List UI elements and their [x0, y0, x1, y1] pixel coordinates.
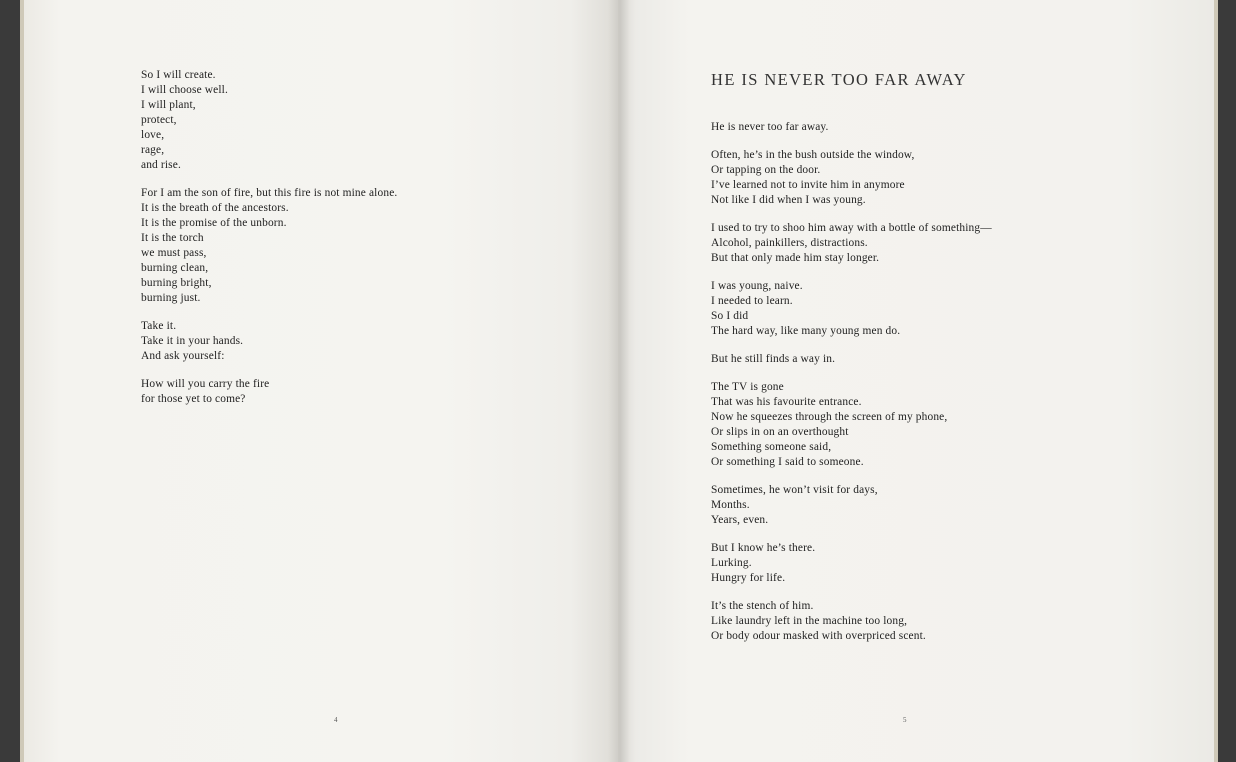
- stanza: [711, 279, 992, 339]
- poem-line: It is the torch: [141, 232, 204, 244]
- poem-line: Alcohol, painkillers, distractions.: [711, 237, 868, 249]
- poem-line: He is never too far away.: [711, 121, 829, 133]
- left-poem-text: [141, 68, 397, 420]
- poem-line: The TV is gone: [711, 381, 784, 393]
- stanza: [141, 68, 397, 173]
- poem-line: burning clean,: [141, 262, 209, 274]
- poem-line: I will plant,: [141, 99, 196, 111]
- poem-line: For I am the son of fire, but this fire is not mine alone.: [141, 187, 398, 199]
- poem-line: I will choose well.: [141, 84, 228, 96]
- poem-line: I used to try to shoo him away with a bottle of something—: [711, 222, 992, 234]
- stanza: [711, 599, 992, 644]
- poem-line: But I know he’s there.: [711, 542, 816, 554]
- stanza: [711, 148, 992, 208]
- poem-line: It is the breath of the ancestors.: [141, 202, 289, 214]
- poem-line: Or something I said to someone.: [711, 456, 864, 468]
- poem-line: Years, even.: [711, 514, 769, 526]
- poem-title: HE IS NEVER TOO FAR AWAY: [711, 70, 967, 89]
- poem-line: Like laundry left in the machine too long,: [711, 615, 908, 627]
- poem-line: Or tapping on the door.: [711, 164, 821, 176]
- poem-line: love,: [141, 129, 165, 141]
- left-page: [24, 0, 618, 762]
- poem-line: The hard way, like many young men do.: [711, 325, 901, 337]
- poem-line: Often, he’s in the bush outside the window,: [711, 149, 915, 161]
- poem-line: I’ve learned not to invite him in anymore: [711, 179, 905, 191]
- poem-line: we must pass,: [141, 247, 207, 259]
- stanza: [711, 352, 992, 367]
- poem-line: How will you carry the fire: [141, 378, 270, 390]
- poem-line: Or slips in on an overthought: [711, 426, 849, 438]
- poem-line: It’s the stench of him.: [711, 600, 814, 612]
- stanza: [141, 377, 397, 407]
- poem-line: So I did: [711, 310, 749, 322]
- poem-line: Take it in your hands.: [141, 335, 244, 347]
- right-page: [618, 0, 1214, 762]
- poem-line: That was his favourite entrance.: [711, 396, 862, 408]
- poem-line: burning just.: [141, 292, 201, 304]
- poem-line: Something someone said,: [711, 441, 832, 453]
- poem-line: I was young, naive.: [711, 280, 803, 292]
- poem-line: Take it.: [141, 320, 177, 332]
- poem-line: protect,: [141, 114, 177, 126]
- poem-line: I needed to learn.: [711, 295, 793, 307]
- poem-line: Not like I did when I was young.: [711, 194, 866, 206]
- poem-line: But that only made him stay longer.: [711, 252, 880, 264]
- poem-line: and rise.: [141, 159, 181, 171]
- poem-line: burning bright,: [141, 277, 212, 289]
- stanza: [711, 380, 992, 470]
- poem-line: for those yet to come?: [141, 393, 246, 405]
- poem-line: Or body odour masked with overpriced scent.: [711, 630, 926, 642]
- stanza: [711, 221, 992, 266]
- poem-line: Months.: [711, 499, 750, 511]
- right-poem-text: [711, 120, 992, 657]
- poem-line: Now he squeezes through the screen of my phone,: [711, 411, 948, 423]
- stanza: [711, 120, 992, 135]
- poem-line: Lurking.: [711, 557, 752, 569]
- poem-line: So I will create.: [141, 69, 216, 81]
- poem-line: rage,: [141, 144, 165, 156]
- poem-line: And ask yourself:: [141, 350, 225, 362]
- poem-line: Sometimes, he won’t visit for days,: [711, 484, 878, 496]
- poem-line: But he still finds a way in.: [711, 353, 836, 365]
- right-page-number: 5: [903, 716, 907, 724]
- poem-line: Hungry for life.: [711, 572, 786, 584]
- stanza: [711, 541, 992, 586]
- stanza: [141, 186, 397, 306]
- left-page-number: 4: [334, 716, 338, 724]
- open-book: [20, 0, 1218, 762]
- stanza: [711, 483, 992, 528]
- poem-line: It is the promise of the unborn.: [141, 217, 287, 229]
- stanza: [141, 319, 397, 364]
